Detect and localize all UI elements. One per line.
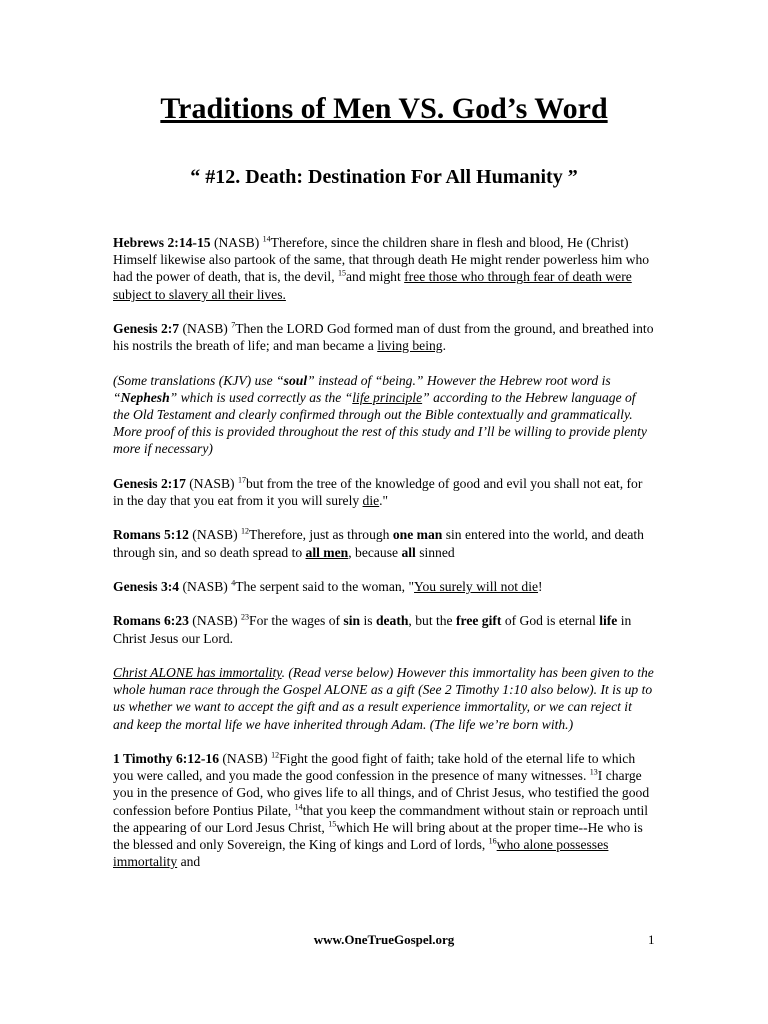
verse-number: 12 — [271, 750, 280, 760]
verse-text: and might — [346, 269, 405, 285]
verse-text: . — [442, 338, 446, 354]
verse-number: 17 — [238, 475, 246, 485]
verse-text: Therefore, since the children share in flesh and blood, He (Christ) Himself likewise also partook of the same, that through death He might render powerless him who had the power of death, that is, the devil, — [113, 235, 650, 285]
bold-text: one man — [392, 527, 443, 543]
verse-text: For the wages of — [249, 613, 344, 629]
underlined-text: living being — [377, 338, 443, 354]
verse-text: sin entered into the world, and death through sin, and so death spread to — [113, 527, 644, 560]
verse-reference: 1 Timothy 6:12-16 — [113, 750, 219, 766]
verse-number: 7 — [231, 320, 236, 330]
verse-number: 23 — [241, 612, 250, 622]
verse-text: which He will bring about at the proper time--He who is the blessed and only Sovereign, the King of kings and Lord of lords, — [113, 819, 643, 852]
version-label: (NASB) — [185, 475, 238, 491]
paragraph-romans-5-12 — [113, 526, 655, 560]
verse-reference: Romans 5:12 — [113, 527, 189, 543]
verse-text: ." — [379, 493, 389, 508]
paragraph-romans-6-23 — [113, 612, 655, 646]
verse-text: sinned — [415, 544, 455, 560]
verse-text: , because — [348, 544, 402, 560]
verse-number: 12 — [241, 526, 250, 536]
underlined-text: who alone possesses immortality — [113, 836, 609, 870]
bold-text: death — [375, 613, 409, 629]
note-text: ” which is used correctly as the “ — [169, 389, 353, 405]
underlined-text: free those who through fear of death were subject to slavery all their lives. — [113, 269, 632, 302]
bold-text: free gift — [456, 613, 502, 629]
verse-text: in Christ Jesus our Lord. — [113, 613, 632, 646]
verse-text: ! — [538, 578, 543, 594]
paragraph-1-timothy-6-12 — [113, 750, 655, 870]
verse-text: is — [360, 613, 376, 629]
version-label: (NASB) — [210, 235, 263, 250]
bold-text: all — [401, 544, 416, 560]
page-number: 1 — [648, 932, 655, 947]
version-label: (NASB) — [219, 750, 272, 766]
bold-text: sin — [343, 613, 361, 629]
verse-number: 14 — [262, 234, 271, 244]
bold-text: Nephesh — [120, 389, 170, 405]
underlined-text: die — [362, 493, 380, 508]
version-label: (NASB) — [188, 527, 242, 543]
paragraph-immortality-note — [113, 664, 655, 733]
verse-text: that you keep the commandment without stain or reproach until the appearing of our Lord Jesus Christ, — [113, 802, 649, 835]
bold-underlined-text: all men — [305, 544, 349, 560]
verse-text: Therefore, just as through — [249, 527, 393, 543]
verse-text: Fight the good fight of faith; take hold of the eternal life to which you were called, and you made the good confession in the presence of many witnesses. — [113, 750, 636, 784]
verse-number: 16 — [488, 836, 497, 846]
version-label: (NASB) — [188, 613, 242, 629]
underlined-text: life principle — [352, 389, 423, 405]
underlined-text: You surely will not die — [414, 578, 539, 594]
verse-number: 14 — [294, 802, 303, 812]
verse-text: of God is eternal — [501, 613, 600, 629]
note-text: ” instead of “being.” However the Hebrew root word is “ — [113, 372, 611, 405]
verse-text: Then the LORD God formed man of dust from the ground, and breathed into his nostrils the breath of life; and man became a — [113, 321, 654, 354]
page-subtitle: “ #12. Death: Destination For All Humanity ” — [190, 166, 578, 188]
underlined-text: Christ ALONE has immortality — [113, 664, 282, 680]
page-title: Traditions of Men VS. God’s Word — [160, 92, 608, 125]
verse-text: and — [177, 854, 201, 870]
footer-website: www.OneTrueGospel.org — [313, 932, 455, 947]
verse-number: 13 — [589, 767, 598, 777]
bold-text: life — [599, 613, 618, 629]
verse-reference: Genesis 3:4 — [113, 578, 180, 594]
note-text: ” according to the Hebrew language of the Old Testament and clearly confirmed through out the Bible contextually and grammatically. More proof of this is provided throughout the rest of this study and I’ll be willing to provide plenty more if necessary) — [113, 389, 647, 457]
paragraph-hebrews-2-14 — [113, 234, 655, 303]
paragraph-genesis-2-17 — [113, 475, 655, 509]
paragraph-genesis-2-7 — [113, 320, 655, 354]
version-label: (NASB) — [179, 321, 232, 336]
note-text: . (Read verse below) However this immortality has been given to the whole human race through the Gospel ALONE as a gift (See 2 Timothy 1:10 also below). It is up to us whether we want to accept the gift and as a result experience immortality, or we can reject it and keep the mortal life we have inherited through Adam. (The life we’re born with.) — [113, 664, 654, 732]
verse-number: 15 — [328, 819, 337, 829]
verse-reference: Romans 6:23 — [113, 613, 189, 629]
verse-number: 15 — [338, 268, 346, 278]
document-body — [113, 234, 655, 888]
verse-text: , but the — [408, 613, 456, 629]
paragraph-translation-note — [113, 372, 655, 458]
verse-text: but from the tree of the knowledge of good and evil you shall not eat, for in the day that you eat from it you will surely — [113, 475, 643, 508]
paragraph-genesis-3-4 — [113, 578, 655, 595]
version-label: (NASB) — [179, 578, 232, 594]
verse-reference: Hebrews 2:14-15 — [113, 235, 211, 250]
note-text: (Some translations (KJV) use “ — [113, 372, 284, 388]
bold-text: soul — [283, 372, 308, 388]
verse-text: The serpent said to the woman, " — [235, 578, 415, 594]
verse-reference: Genesis 2:17 — [113, 475, 186, 491]
verse-reference: Genesis 2:7 — [113, 321, 180, 336]
verse-text: I charge you in the presence of God, who gives life to all things, and of Christ Jesus, who testified the good confession before Pontius Pilate, — [113, 768, 650, 818]
verse-number: 4 — [231, 578, 236, 588]
